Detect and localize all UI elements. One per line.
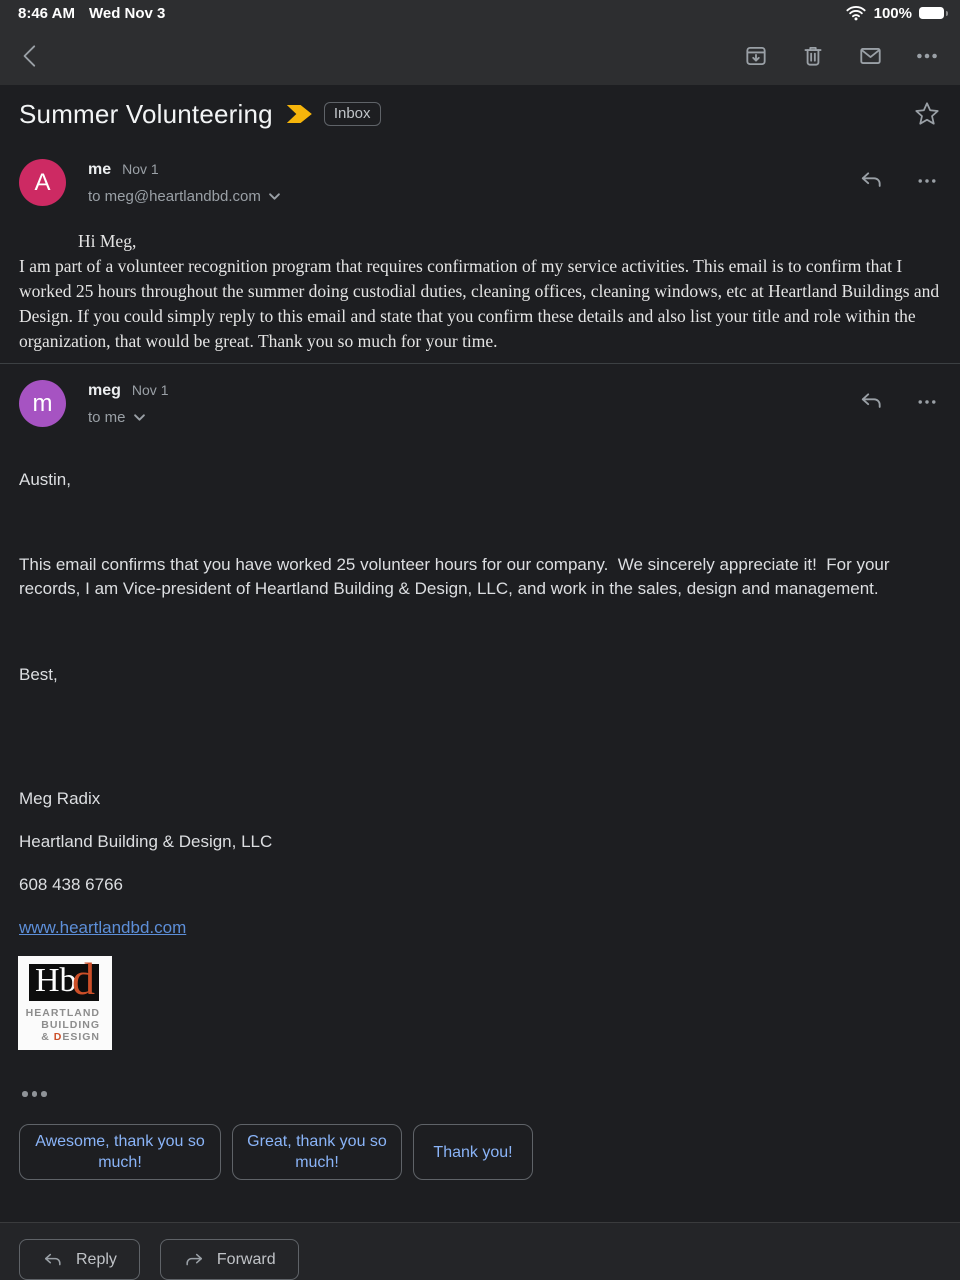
- reply-arrow-icon: [858, 169, 885, 193]
- archive-icon: [743, 43, 769, 69]
- message-date: Nov 1: [131, 382, 169, 398]
- recipient-line: to meg@heartlandbd.com: [88, 188, 261, 205]
- signature-website-row: [19, 918, 940, 937]
- more-options-button[interactable]: [910, 39, 944, 73]
- forward-arrow-icon: [183, 1250, 205, 1270]
- body-paragraph: This email confirms that you have worked 25 volunteer hours for our company. We sincerely appreciate it! For your records, I am Vice-president of Heartland Building & Design, LLC, and work in the sales, design and management.: [19, 555, 895, 598]
- delete-button[interactable]: [796, 39, 830, 73]
- chevron-down-icon: [269, 193, 280, 200]
- message-2: [0, 380, 960, 1098]
- chevron-left-icon: [18, 42, 44, 70]
- star-button[interactable]: [910, 97, 944, 131]
- message-1-header[interactable]: [0, 159, 960, 207]
- signature-company: Heartland Building & Design, LLC: [19, 832, 273, 851]
- message-2-header[interactable]: [0, 380, 960, 428]
- toolbar-actions: [739, 39, 944, 73]
- message-actions: [854, 380, 944, 419]
- logo-monogram-white: Hb: [35, 962, 77, 999]
- recipient-row[interactable]: [88, 188, 854, 205]
- inbox-label-chip[interactable]: Inbox: [324, 102, 381, 126]
- top-bars: [0, 0, 960, 85]
- smart-reply-chip-2[interactable]: Great, thank you so much!: [232, 1124, 402, 1180]
- forward-bottom-button[interactable]: [160, 1239, 299, 1280]
- subject-row: [0, 85, 960, 133]
- ellipsis-icon: [916, 170, 938, 192]
- show-trimmed-content-button[interactable]: [22, 1090, 47, 1098]
- company-logo[interactable]: [18, 953, 112, 1050]
- message-divider: [0, 363, 960, 364]
- ellipsis-icon: [914, 43, 940, 69]
- bottom-action-bar: [0, 1222, 960, 1280]
- thread-content: [0, 85, 960, 1180]
- status-left: [18, 5, 165, 22]
- back-button[interactable]: [14, 39, 48, 73]
- reply-arrow-icon: [858, 390, 885, 414]
- avatar[interactable]: A: [19, 159, 66, 206]
- status-date: Wed Nov 3: [88, 4, 166, 22]
- logo-line-2: BUILDING: [41, 1019, 100, 1031]
- star-icon: [913, 100, 941, 128]
- reply-button[interactable]: [854, 164, 888, 198]
- reply-label: Reply: [76, 1250, 117, 1268]
- body-paragraph: I am part of a volunteer recognition program that requires confirmation of my service activities. This email is to confirm that I worked 25 hours throughout the summer doing custodial duties, cleaning offices, cleaning windows, etc at Heartland Buildings and Design. If you could simply reply to this email and state that you confirm these details and also list your title and role within the organization, that would be great. Thank you so much for your time.: [19, 256, 944, 351]
- signature-name: Meg Radix: [19, 789, 101, 808]
- message-more-button[interactable]: [910, 164, 944, 198]
- logo-line-1: HEARTLAND: [25, 1007, 100, 1019]
- message-1-body: [0, 229, 960, 354]
- message-1: [0, 159, 960, 354]
- message-more-button[interactable]: [910, 385, 944, 419]
- greeting: Hi Meg,: [78, 231, 137, 251]
- reply-button[interactable]: [854, 385, 888, 419]
- smart-reply-row: [19, 1124, 960, 1180]
- logo-monogram-accent: d: [72, 953, 95, 1004]
- chevron-down-icon: [134, 414, 145, 421]
- importance-marker-icon: [287, 105, 312, 123]
- message-date: Nov 1: [122, 161, 159, 177]
- message-2-body: [0, 468, 960, 937]
- message-meta: [88, 380, 854, 426]
- battery-icon: [919, 7, 944, 19]
- sender-name: meg: [88, 382, 121, 399]
- logo-line-3: & DESIGN: [41, 1031, 100, 1043]
- smart-reply-chip-3[interactable]: Thank you!: [413, 1124, 533, 1180]
- subject-title: Summer Volunteering: [19, 98, 273, 129]
- smart-reply-chip-1[interactable]: Awesome, thank you so much!: [19, 1124, 221, 1180]
- message-meta: [88, 159, 854, 205]
- envelope-icon: [857, 43, 884, 69]
- recipient-row[interactable]: [88, 409, 854, 426]
- trash-icon: [800, 43, 826, 69]
- status-bar: [0, 0, 960, 26]
- dot: [41, 1091, 47, 1097]
- status-time: 8:46 AM: [18, 4, 75, 22]
- website-link[interactable]: www.heartlandbd.com: [19, 918, 187, 937]
- signature-phone: 608 438 6766: [19, 875, 123, 894]
- ellipsis-icon: [916, 391, 938, 413]
- reply-bottom-button[interactable]: [19, 1239, 140, 1280]
- wifi-icon: [845, 5, 867, 21]
- salutation: Austin,: [19, 470, 71, 489]
- dot: [22, 1091, 28, 1097]
- logo-wordmark: [26, 1007, 100, 1043]
- thread-toolbar: [0, 26, 960, 85]
- avatar[interactable]: m: [19, 380, 66, 427]
- recipient-line: to me: [88, 409, 126, 426]
- closing: Best,: [19, 665, 58, 684]
- reply-arrow-icon: [42, 1250, 64, 1270]
- logo-monogram-box: [29, 953, 99, 1004]
- message-actions: [854, 159, 944, 198]
- status-right: [845, 5, 944, 22]
- forward-label: Forward: [216, 1250, 276, 1268]
- dot: [32, 1091, 38, 1097]
- battery-percent: 100%: [873, 4, 912, 22]
- sender-name: me: [88, 161, 112, 178]
- archive-button[interactable]: [739, 39, 773, 73]
- mark-unread-button[interactable]: [853, 39, 887, 73]
